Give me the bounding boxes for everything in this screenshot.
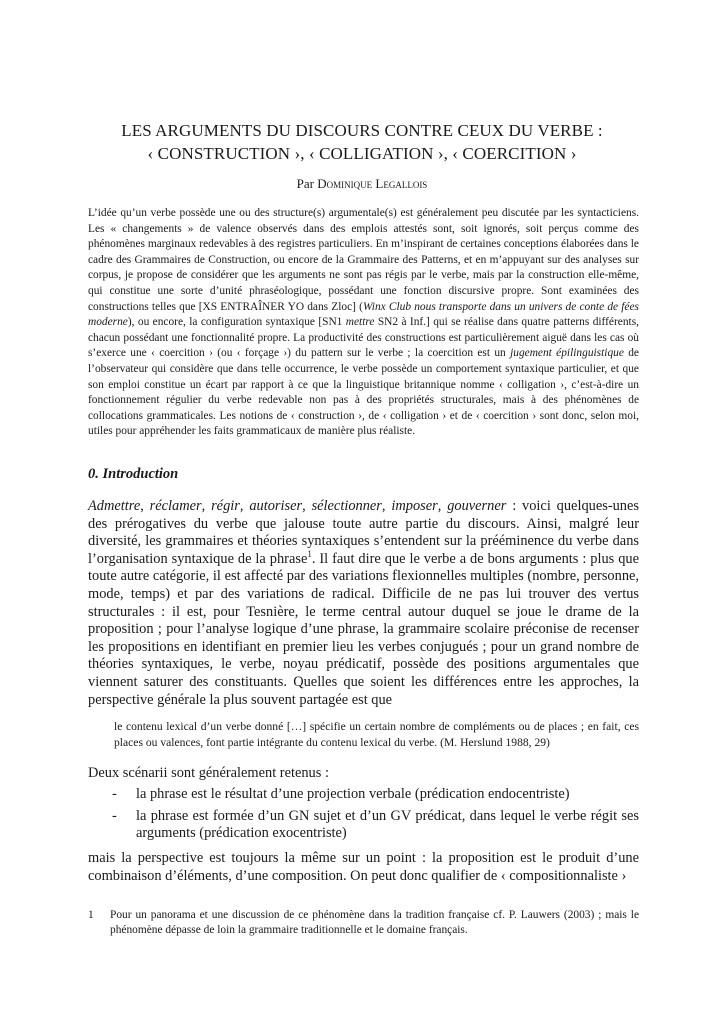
title-line-1: LES ARGUMENTS DU DISCOURS CONTRE CEUX DU VERBE : — [121, 121, 603, 140]
title-line-2: ‹ CONSTRUCTION ›, ‹ COLLIGATION ›, ‹ COERCITION › — [147, 144, 577, 163]
abstract-term: jugement épilinguistique — [510, 347, 624, 360]
verb-word: imposer — [391, 498, 438, 514]
section-heading: 0. Introduction — [88, 466, 179, 482]
intro-paragraph-2: Deux scénarii sont généralement retenus : — [88, 765, 329, 781]
footnote-text: Pour un panorama et une discussion de ce phénomène dans la tradition française cf. P. Lauwers (2003) ; mais le phénomène dépasse de loin la grammaire traditionnelle et le domaine français. — [110, 909, 639, 937]
footnote-reference[interactable]: 1 — [307, 548, 312, 559]
list-dash: - — [112, 807, 117, 824]
verb-word: sélectionner — [311, 498, 382, 514]
verb-word: réclamer — [149, 498, 202, 514]
verb-separator: , — [239, 498, 250, 514]
list-item — [112, 786, 639, 804]
paragraph-1-part-2: . Il faut dire que le verbe a de bons arguments : plus que toute autre catégorie, il est affecté par des variations flexionnelles multiples (nombre, personne, mode, temps) et par des variations de radical. Difficile de ne pas lui trouver des vertus structurales : il est, pour Tesnière, le terme central autour duquel se joue le drame de la proposition ; pour l’analyse logique d’une phrase, la grammaire scolaire préconise de recenser les propositions en identifiant en premier lieu les verbes conjugués ; pour un grand nombre de théories syntaxiques, le verbe, noyau prédicatif, possède des positions argumentales que viennent saturer des constituants. Quelles que soient les différences entre les approches, la perspective générale la plus souvent partagée est que — [88, 550, 639, 708]
verb-separator: , — [437, 498, 448, 514]
author-line — [0, 176, 724, 192]
list-dash: - — [112, 786, 117, 802]
verb-word: Admettre — [88, 498, 141, 514]
abstract-text-1: L’idée qu’un verbe possède une ou des structure(s) argumentale(s) est généralement peu discutée par les syntacticiens. Les « changements » de valence observés dans des emplois attestés sont, soit ignorés, soit perçus comme des phénomènes marginaux redevables à des registres particuliers. En m’inspirant de certaines conceptions élaborées dans le cadre des Grammaires de Construction, ou encore de la Grammaire des Patterns, et en m’appuyant sur des analyses sur corpus, je propose de considérer que les arguments ne sont pas régis par le verbe, mais par la construction elle-même, qui constitue une sorte d’unité phraséologique, possédant une fonction discursive propre. Sont examinées des constructions telles que [XS ENTRAÎNER YO dans Zloc] ( — [88, 207, 639, 313]
verb-separator: , — [381, 498, 392, 514]
abstract-text-3: SN2 à Inf.] qui se réalise dans quatre patterns différents, chacun possédant une fonctionnalité propre. La productivité des constructions est particulièrement aiguë dans les cas où s’exerce une ‹ coercition › (ou ‹ forçage ›) du pattern sur le verbe ; la coercition est un — [88, 316, 639, 360]
verb-separator: , — [140, 498, 150, 514]
list-item — [112, 808, 639, 843]
abstract-text-4: de l’observateur qui considère que dans telle occurrence, le verbe possède un comportement syntaxique particulier, et que son emploi constitue un écart par rapport à ce que la linguistique britannique nomme ‹ colligation ›, c’est-à-dire un fonctionnement régulier du verbe redevable non pas à des propriétés structurales, mais à des phénomènes de collocations grammaticales. Les notions de ‹ construction ›, de ‹ colligation › et de ‹ coercition › sont donc, selon moi, utiles pour appréhender les faits grammaticaux de manière plus réaliste. — [88, 347, 639, 438]
article-title — [0, 119, 724, 165]
verb-word: régir — [211, 498, 240, 514]
abstract-example-1: Winx Club nous transporte dans un univers de conte de fées moderne — [88, 300, 639, 329]
verb-word: autoriser — [249, 498, 303, 514]
verb-separator: , — [201, 498, 212, 514]
list-item-text: la phrase est formée d’un GN sujet et d’un GV prédicat, dans lequel le verbe régit ses arguments (prédication exocentriste) — [136, 807, 639, 842]
abstract-example-2: mettre — [345, 316, 375, 329]
verb-list — [88, 498, 506, 514]
paragraph-1-part-1: : voici quelques-unes des prérogatives du verbe que jalouse toute autre partie du discours. Ainsi, malgré leur diversité, les grammaires et théories syntaxiques s’entendent sur la prééminence du verbe dans l’organisation syntaxique de la phrase — [88, 498, 639, 567]
list-item-text: la phrase est le résultat d’une projection verbale (prédication endocentriste) — [136, 786, 570, 802]
footnote — [88, 908, 639, 939]
author-name: Dominique Legallois — [317, 176, 428, 191]
block-quote: le contenu lexical d’un verbe donné […] spécifie un certain nombre de compléments ou de places ; en fait, ces places ou valences, font partie intégrante du contenu lexical du verbe. (M. Herslund 1988, 29) — [114, 720, 639, 749]
footnote-number: 1 — [88, 909, 94, 921]
abstract — [88, 206, 639, 440]
scenario-list — [112, 786, 639, 847]
intro-paragraph-1 — [88, 498, 639, 709]
verb-word: gouverner — [447, 498, 507, 514]
abstract-text-2: ), ou encore, la configuration syntaxique [SN1 — [127, 316, 346, 329]
intro-paragraph-3: mais la perspective est toujours la même sur un point : la proposition est le produit d’une combinaison d’éléments, d’une composition. On peut donc qualifier de ‹ compositionnaliste › — [88, 850, 639, 884]
author-prefix: Par — [296, 176, 318, 191]
verb-separator: , — [302, 498, 312, 514]
